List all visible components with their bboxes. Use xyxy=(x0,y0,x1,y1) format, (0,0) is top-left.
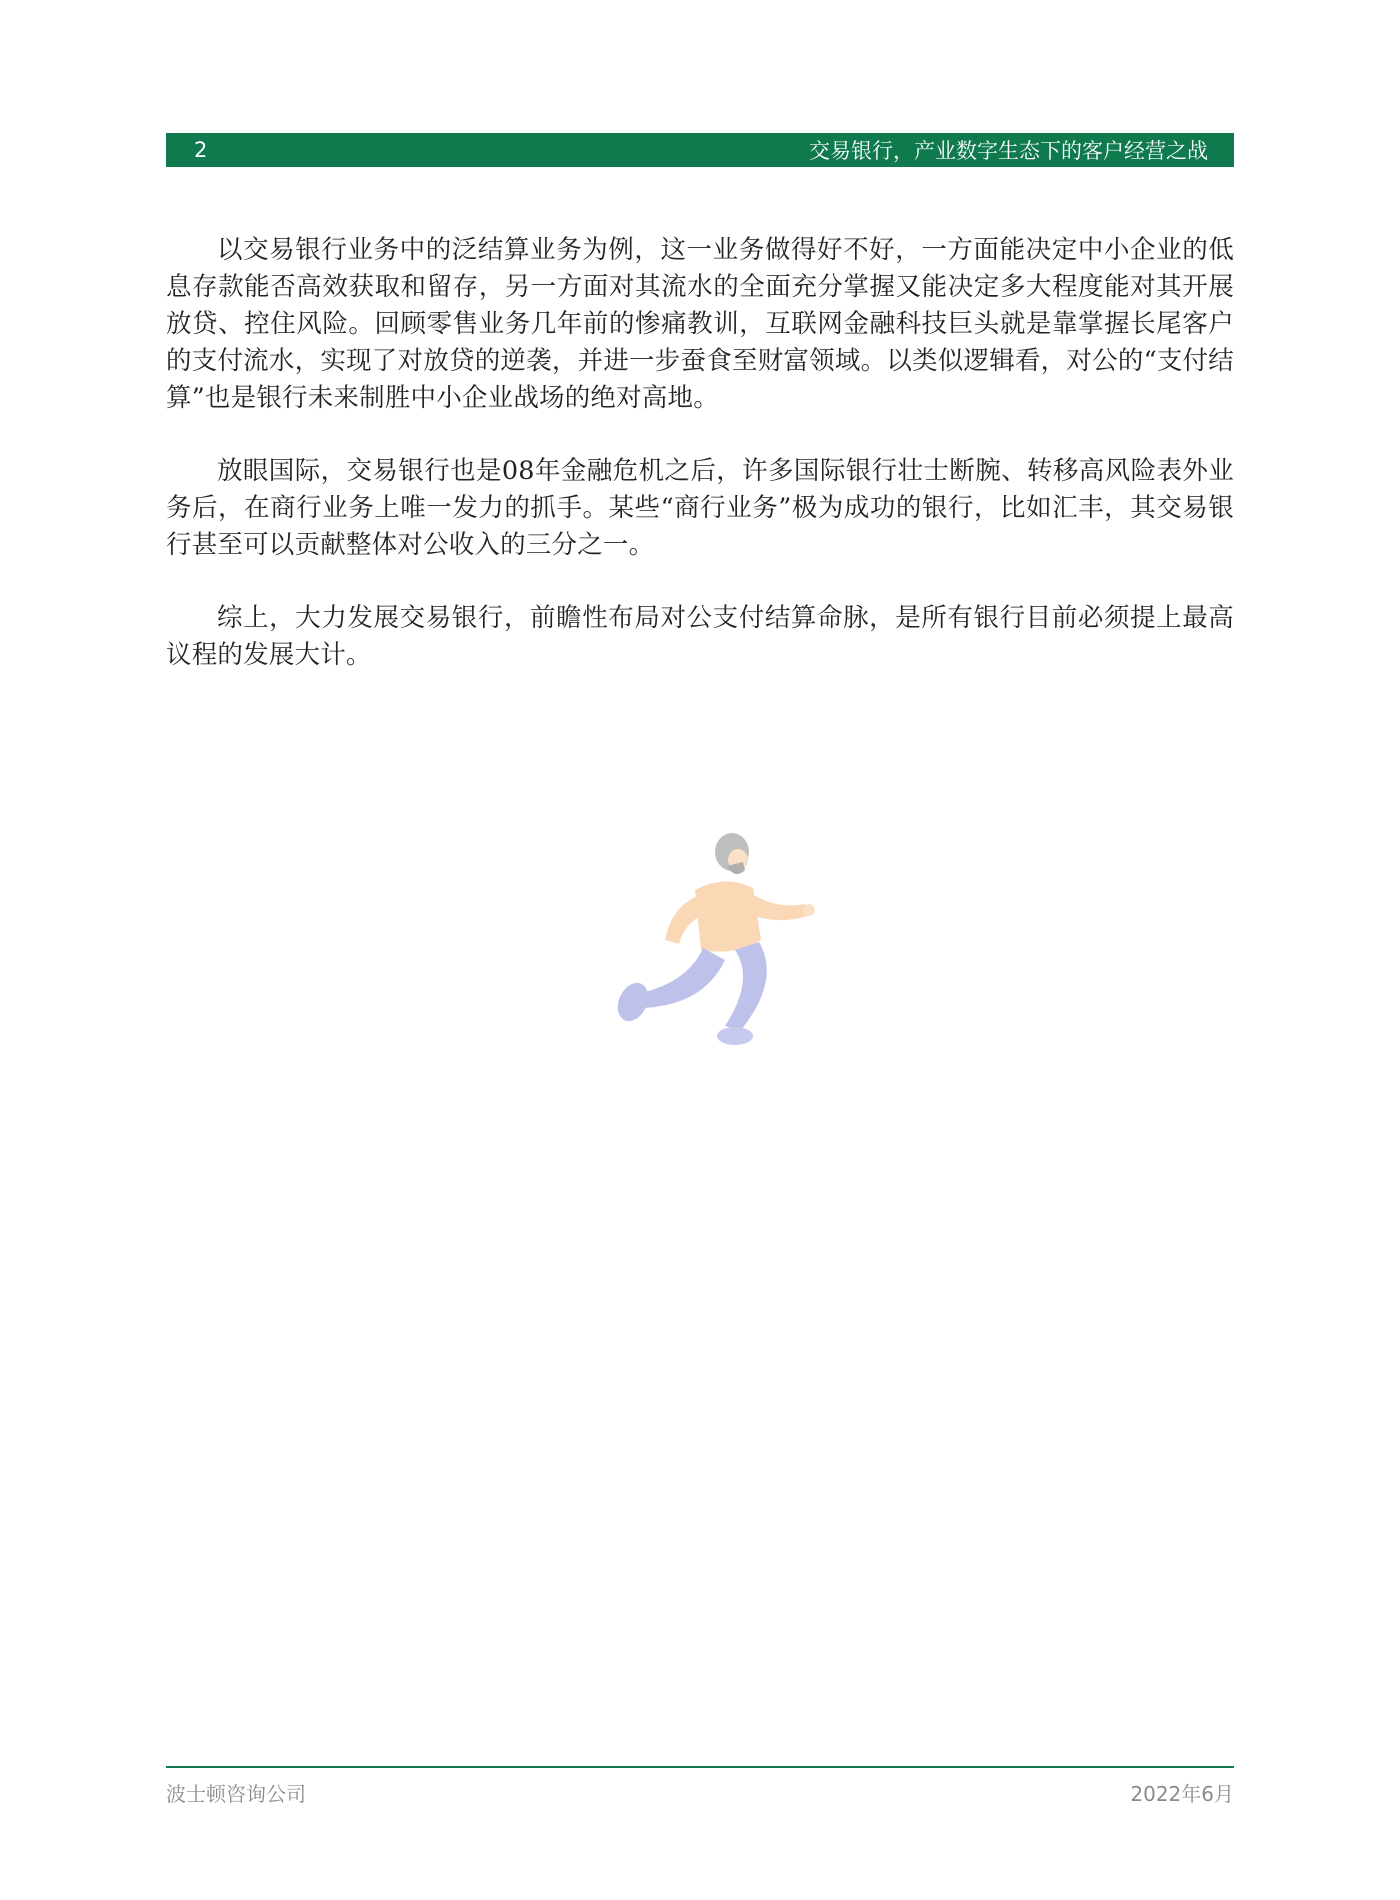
page-header-bar xyxy=(166,133,1234,167)
header-title: 交易银行，产业数字生态下的客户经营之战 xyxy=(809,139,1208,163)
paragraph-2: 放眼国际，交易银行也是08年金融危机之后，许多国际银行壮士断腕、转移高风险表外业务后，在商行业务上唯一发力的抓手。某些“商行业务”极为成功的银行，比如汇丰，其交易银行甚至可以贡献整体对公收入的三分之一。 xyxy=(166,456,1234,560)
footer-date: 2022年6月 xyxy=(1130,1782,1234,1806)
footer-company: 波士顿咨询公司 xyxy=(166,1782,306,1806)
page-number: 2 xyxy=(194,138,208,162)
body-content xyxy=(166,232,1234,710)
paragraph-3: 综上，大力发展交易银行，前瞻性布局对公支付结算命脉，是所有银行目前必须提上最高议程的发展大计。 xyxy=(166,603,1234,670)
running-person-icon xyxy=(585,830,825,1070)
footer-divider xyxy=(166,1766,1234,1768)
paragraph-1: 以交易银行业务中的泛结算业务为例，这一业务做得好不好，一方面能决定中小企业的低息存款能否高效获取和留存，另一方面对其流水的全面充分掌握又能决定多大程度能对其开展放贷、控住风险。回顾零售业务几年前的惨痛教训，互联网金融科技巨头就是靠掌握长尾客户的支付流水，实现了对放贷的逆袭，并进一步蚕食至财富领域。以类似逻辑看，对公的“支付结算”也是银行未来制胜中小企业战场的绝对高地。 xyxy=(166,235,1234,413)
